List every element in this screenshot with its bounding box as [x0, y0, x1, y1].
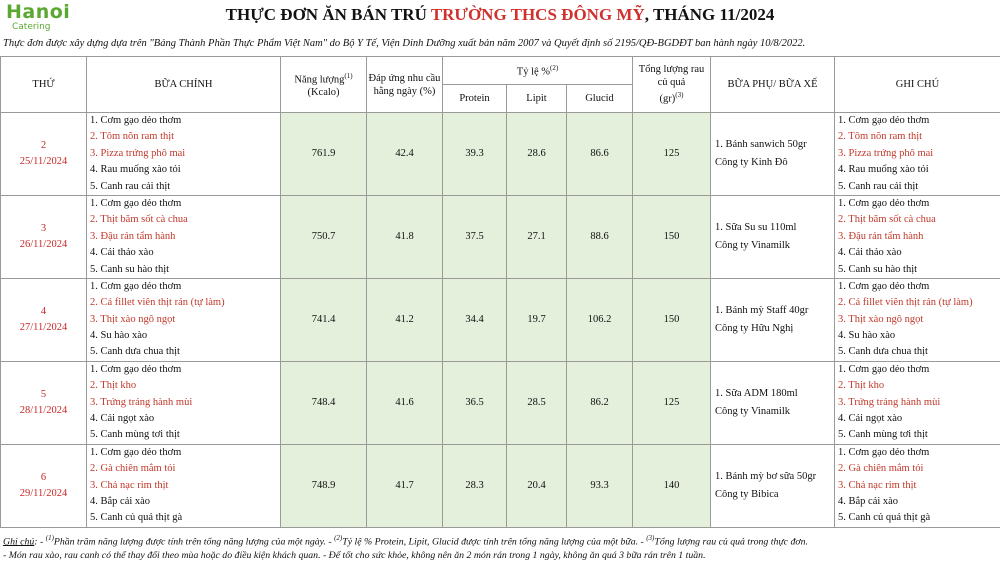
footer-sup-1: (1): [45, 534, 54, 542]
veg-value: 140: [633, 444, 711, 527]
header-ratio-label: Tỷ lệ %: [516, 66, 551, 78]
day-number: 4: [40, 305, 47, 317]
note-item: 2. Gà chiên mắm tỏi: [838, 463, 924, 475]
day-number: 2: [40, 139, 47, 151]
title-part1: THỰC ĐƠN ĂN BÁN TRÚ: [225, 5, 427, 24]
header-daily: Đáp ứng nhu cầu hằng ngày (%): [367, 57, 443, 113]
title-school: TRƯỜNG THCS ĐÔNG MỸ: [430, 5, 645, 24]
note-cell: [835, 195, 1000, 278]
dish-item: 3. Chả nạc rim thịt: [90, 479, 169, 491]
note-item: 5. Canh su hào thịt: [838, 263, 918, 275]
snack-item: 1. Sữa Su su 110ml: [715, 221, 797, 233]
header-energy: [281, 57, 367, 113]
note-item: 2. Tôm nõn ram thịt: [838, 131, 923, 143]
header-note: GHI CHÚ: [835, 57, 1000, 113]
day-cell: [1, 444, 87, 527]
header-ratio: [443, 57, 633, 85]
protein-value: 28.3: [443, 444, 507, 527]
dish-item: 1. Cơm gạo dẻo thơm: [90, 280, 182, 292]
main-meal-cell: [87, 361, 281, 444]
dish-item: 4. Rau muống xào tỏi: [90, 164, 181, 176]
energy-value: 741.4: [281, 278, 367, 361]
glucid-value: 88.6: [567, 195, 633, 278]
page-subtitle: Thực đơn được xây dựng dựa trên "Bảng Thành Phần Thực Phẩm Việt Nam" do Bộ Y Tế, Viện Dinh Dưỡng xuất bản năm 2007 và Quyết định số 2195/QĐ-BGDĐT ban hành ngày 10/8/2022.: [3, 38, 806, 49]
header-energy-unit: (Kcalo): [307, 87, 340, 99]
daily-value: 41.7: [367, 444, 443, 527]
note-item: 1. Cơm gạo dẻo thơm: [838, 197, 930, 209]
header-ratio-sup: (2): [550, 64, 559, 73]
snack-cell: [711, 195, 835, 278]
header-lipit: Lipit: [507, 85, 567, 113]
footer-note-2: Tỷ lệ % Protein, Lipit, Glucid được tính trên tổng năng lượng của một bữa. -: [342, 536, 647, 548]
energy-value: 748.4: [281, 361, 367, 444]
header-energy-label: Năng lượng: [294, 74, 345, 86]
note-item: 4. Cải ngọt xào: [838, 413, 903, 425]
header-veg: [633, 57, 711, 113]
menu-table: [0, 56, 1000, 528]
day-date: 25/11/2024: [19, 155, 68, 167]
day-number: 5: [40, 388, 47, 400]
note-item: 5. Canh mùng tơi thịt: [838, 429, 928, 441]
day-date: 26/11/2024: [19, 238, 68, 250]
dish-item: 5. Canh dưa chua thịt: [90, 346, 180, 358]
dish-item: 2. Gà chiên mắm tỏi: [90, 463, 176, 475]
veg-value: 125: [633, 113, 711, 196]
day-date: 28/11/2024: [19, 404, 68, 416]
day-number: 6: [40, 471, 47, 483]
footer-label: Ghi chú: [3, 536, 35, 548]
daily-value: 42.4: [367, 113, 443, 196]
day-cell: [1, 361, 87, 444]
note-item: 5. Canh củ quả thịt gà: [838, 512, 931, 524]
lipit-value: 28.5: [507, 361, 567, 444]
note-item: 2. Cá fillet viên thịt rán (tự làm): [838, 297, 973, 309]
snack-cell: [711, 444, 835, 527]
snack-company: Công ty Bibica: [715, 488, 779, 500]
day-cell: [1, 113, 87, 196]
main-meal-cell: [87, 278, 281, 361]
footer-line-2: - Món rau xào, rau canh có thể thay đổi theo mùa hoặc do điều kiện khách quan. - Để tốt cho sức khỏe, không nên ăn 2 món rán trong 1 ngày, không ăn quá 3 bữa rán trên 1 tuần.: [3, 550, 706, 562]
footer-sep: : -: [34, 536, 46, 548]
day-date: 29/11/2024: [19, 487, 68, 499]
dish-item: 5. Canh rau cải thịt: [90, 180, 171, 192]
header-veg-label: Tổng lượng rau củ quả: [638, 64, 705, 89]
daily-value: 41.8: [367, 195, 443, 278]
note-item: 3. Đậu rán tẩm hành: [838, 230, 924, 242]
header-protein: Protein: [443, 85, 507, 113]
header-glucid: Glucid: [567, 85, 633, 113]
veg-value: 125: [633, 361, 711, 444]
veg-value: 150: [633, 195, 711, 278]
note-item: 3. Pizza trứng phô mai: [838, 147, 934, 159]
note-item: 3. Chả nạc rim thịt: [838, 479, 917, 491]
note-item: 5. Canh dưa chua thịt: [838, 346, 928, 358]
header-energy-sup: (1): [344, 71, 353, 80]
dish-item: 3. Pizza trứng phô mai: [90, 147, 186, 159]
dish-item: 4. Cải thảo xào: [90, 247, 154, 259]
dish-item: 5. Canh củ quả thịt gà: [90, 512, 183, 524]
glucid-value: 86.2: [567, 361, 633, 444]
note-cell: [835, 444, 1000, 527]
note-item: 3. Thịt xào ngô ngọt: [838, 313, 924, 325]
dish-item: 4. Bắp cải xào: [90, 495, 151, 507]
dish-item: 2. Thịt kho: [90, 380, 137, 392]
protein-value: 34.4: [443, 278, 507, 361]
note-item: 3. Trứng tráng hành mùi: [838, 396, 941, 408]
note-item: 2. Thịt băm sốt cà chua: [838, 214, 936, 226]
header-main-meal: BỮA CHÍNH: [87, 57, 281, 113]
snack-cell: [711, 361, 835, 444]
page-title: [0, 5, 1000, 25]
veg-value: 150: [633, 278, 711, 361]
main-meal-cell: [87, 113, 281, 196]
daily-value: 41.6: [367, 361, 443, 444]
dish-item: 1. Cơm gạo dẻo thơm: [90, 115, 182, 126]
snack-cell: [711, 113, 835, 196]
footer-note-1: Phần trăm năng lượng được tính trên tổng năng lượng của một ngày. -: [53, 536, 335, 548]
dish-item: 4. Cải ngọt xào: [90, 413, 155, 425]
glucid-value: 93.3: [567, 444, 633, 527]
note-cell: [835, 278, 1000, 361]
header-veg-sup: (3): [675, 91, 684, 100]
lipit-value: 20.4: [507, 444, 567, 527]
dish-item: 4. Su hào xào: [90, 330, 148, 342]
footer-sup-2: (2): [334, 534, 343, 542]
logo-sub-text: Catering: [12, 22, 51, 32]
lipit-value: 27.1: [507, 195, 567, 278]
snack-item: 1. Sữa ADM 180ml: [715, 387, 798, 399]
day-number: 3: [40, 222, 47, 234]
dish-item: 3. Đậu rán tẩm hành: [90, 230, 176, 242]
note-item: 1. Cơm gạo dẻo thơm: [838, 280, 930, 292]
snack-company: Công ty Kinh Đô: [715, 156, 788, 168]
footer-sup-3: (3): [646, 534, 655, 542]
note-item: 1. Cơm gạo dẻo thơm: [838, 115, 930, 126]
note-cell: [835, 361, 1000, 444]
dish-item: 5. Canh mùng tơi thịt: [90, 429, 180, 441]
dish-item: 2. Thịt băm sốt cà chua: [90, 214, 188, 226]
glucid-value: 86.6: [567, 113, 633, 196]
table-row: [1, 278, 1000, 361]
dish-item: 1. Cơm gạo dẻo thơm: [90, 446, 182, 458]
dish-item: 3. Thịt xào ngô ngọt: [90, 313, 176, 325]
header-veg-unit: (gr): [659, 93, 676, 105]
day-cell: [1, 278, 87, 361]
dish-item: 1. Cơm gạo dẻo thơm: [90, 197, 182, 209]
dish-item: 5. Canh su hào thịt: [90, 263, 170, 275]
snack-cell: [711, 278, 835, 361]
dish-item: 2. Tôm nõn ram thịt: [90, 131, 175, 143]
protein-value: 39.3: [443, 113, 507, 196]
day-date: 27/11/2024: [19, 321, 68, 333]
note-item: 4. Su hào xào: [838, 330, 896, 342]
snack-item: 1. Bánh mỳ bơ sữa 50gr: [715, 470, 817, 482]
glucid-value: 106.2: [567, 278, 633, 361]
dish-item: 2. Cá fillet viên thịt rán (tự làm): [90, 297, 225, 309]
note-item: 1. Cơm gạo dẻo thơm: [838, 446, 930, 458]
energy-value: 748.9: [281, 444, 367, 527]
table-row: [1, 113, 1000, 196]
lipit-value: 19.7: [507, 278, 567, 361]
note-item: 4. Bắp cải xào: [838, 495, 899, 507]
footer-line-1: [3, 531, 998, 549]
dish-item: 3. Trứng tráng hành mùi: [90, 396, 193, 408]
dish-item: 1. Cơm gạo dẻo thơm: [90, 363, 182, 375]
header-day: THỨ: [1, 57, 87, 113]
day-cell: [1, 195, 87, 278]
logo-main-text: Hanoi: [6, 1, 71, 23]
protein-value: 36.5: [443, 361, 507, 444]
header-snack: BỮA PHỤ/ BỮA XẾ: [711, 57, 835, 113]
main-meal-cell: [87, 195, 281, 278]
snack-company: Công ty Vinamilk: [715, 405, 791, 417]
energy-value: 761.9: [281, 113, 367, 196]
note-item: 4. Cải thảo xào: [838, 247, 902, 259]
note-cell: [835, 113, 1000, 196]
table-row: [1, 444, 1000, 527]
note-item: 2. Thịt kho: [838, 380, 885, 392]
lipit-value: 28.6: [507, 113, 567, 196]
snack-item: 1. Bánh mỳ Staff 40gr: [715, 304, 809, 316]
note-item: 4. Rau muống xào tỏi: [838, 164, 929, 176]
footer-note-3: Tổng lượng rau củ quả trong thực đơn.: [654, 536, 808, 548]
title-part2: , THÁNG 11/2024: [644, 5, 775, 24]
footer-notes: [3, 531, 998, 563]
note-item: 1. Cơm gạo dẻo thơm: [838, 363, 930, 375]
snack-company: Công ty Hữu Nghị: [715, 322, 794, 334]
snack-company: Công ty Vinamilk: [715, 239, 791, 251]
table-row: [1, 361, 1000, 444]
energy-value: 750.7: [281, 195, 367, 278]
note-item: 5. Canh rau cải thịt: [838, 180, 919, 192]
snack-item: 1. Bánh sanwich 50gr: [715, 138, 807, 150]
main-meal-cell: [87, 444, 281, 527]
daily-value: 41.2: [367, 278, 443, 361]
protein-value: 37.5: [443, 195, 507, 278]
table-row: [1, 195, 1000, 278]
